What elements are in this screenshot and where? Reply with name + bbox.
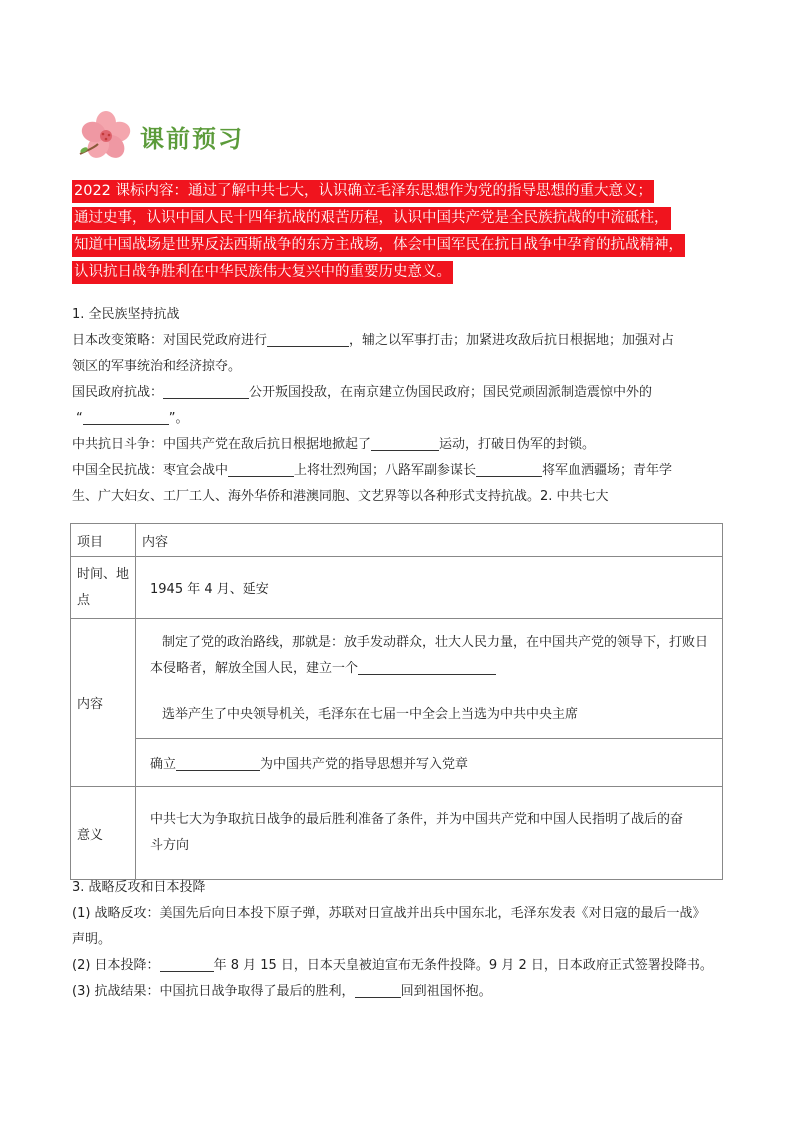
text: 上将壮烈殉国；八路军副参谋长	[294, 463, 477, 478]
text: 确立	[150, 757, 177, 772]
text: 为中国共产党的指导思想并写入党章	[260, 757, 469, 772]
section-header	[76, 110, 244, 162]
fill-blank[interactable]	[176, 754, 260, 771]
section3-p2	[72, 953, 732, 979]
text: 中共抗日斗争：中国共产党在敌后抗日根据地掀起了	[72, 437, 372, 452]
text: 回到祖国怀抱。	[400, 984, 492, 999]
text: 运动，打破日伪军的封锁。	[439, 437, 596, 452]
plum-blossom-icon	[76, 110, 134, 162]
fill-blank[interactable]	[358, 658, 496, 675]
text: 日本改变策略：对国民党政府进行	[72, 333, 268, 348]
text: 中国全民抗战：枣宜会战中	[72, 463, 229, 478]
text: 斗方向	[150, 838, 190, 853]
table-header-item: 项目	[71, 524, 136, 557]
kmt-line	[72, 380, 732, 406]
text: (2) 日本投降：	[72, 958, 160, 973]
fill-blank[interactable]	[371, 434, 439, 451]
ccp-line	[72, 432, 732, 458]
text: 时间、地	[77, 566, 130, 582]
all-nation-line-2: 生、广大妇女、工厂工人、海外华侨和港澳同胞、文艺界等以各种形式支持抗战。2. 中共七大	[72, 489, 609, 504]
section3-p1-cont: 声明。	[72, 932, 112, 947]
text: 将军血洒疆场；青年学	[542, 463, 673, 478]
section3-title: 3. 战略反攻和日本投降	[72, 880, 206, 895]
meaning-label: 意义	[71, 787, 136, 880]
text: “	[76, 411, 83, 426]
standards-line: 认识抗日战争胜利在中华民族伟大复兴中的重要历史意义。	[72, 261, 453, 284]
japan-strategy-line-2: 领区的军事统治和经济掠夺。	[72, 359, 242, 374]
kmt-line-2	[72, 406, 732, 432]
text: 选举产生了中央领导机关，毛泽东在七届一中全会上当选为中共中央主席	[162, 706, 579, 722]
text: 本侵略者，解放全国人民，建立一个	[150, 660, 359, 676]
text: ，辅之以军事打击；加紧进攻敌后抗日根据地；加强对占	[349, 333, 675, 348]
text: 中共七大为争取抗日战争的最后胜利准备了条件，并为中国共产党和中国人民指明了战后的奋	[150, 812, 684, 827]
text: 国民政府抗战：	[72, 385, 164, 400]
fill-blank[interactable]	[83, 408, 169, 425]
standards-line: 通过史事，认识中国人民十四年抗战的艰苦历程，认识中国共产党是全民族抗战的中流砥柱，	[72, 207, 671, 230]
text: 1945 年 4 月、延安	[150, 582, 269, 597]
text: 制定了党的政治路线，那就是：放手发动群众，壮大人民力量，在中国共产党的领导下，打败日	[162, 634, 709, 650]
text: 公开叛国投敌，在南京建立伪国民政府；国民党顽固派制造震惊中外的	[249, 385, 653, 400]
text: 点	[77, 592, 91, 608]
standards-line: 2022 课标内容：通过了解中共七大，认识确立毛泽东思想作为党的指导思想的重大意义；	[72, 180, 654, 203]
curriculum-standards	[72, 180, 732, 288]
content-cell	[136, 619, 723, 739]
time-place-value	[136, 557, 723, 619]
section3-p3	[72, 979, 732, 1005]
fill-blank[interactable]	[163, 382, 249, 399]
text: 年 8 月 15 日，日本天皇被迫宣布无条件投降。9 月 2 日，日本政府正式签署投降书。	[213, 958, 713, 973]
fill-blank[interactable]	[267, 330, 349, 347]
fill-blank[interactable]	[476, 460, 542, 477]
ccp-seventh-congress-table	[70, 523, 723, 880]
meaning-cell	[136, 787, 723, 880]
time-place-label	[71, 557, 136, 619]
content-cell-2	[136, 739, 723, 787]
section3-p1: (1) 战略反攻：美国先后向日本投下原子弹，苏联对日宣战并出兵中国东北，毛泽东发表《对日寇的最后一战》	[72, 906, 706, 921]
standards-line: 知道中国战场是世界反法西斯战争的东方主战场，体会中国军民在抗日战争中孕育的抗战精神，	[72, 234, 685, 257]
section1-title: 1. 全民族坚持抗战	[72, 307, 180, 322]
japan-strategy-line	[72, 328, 732, 354]
section3	[72, 875, 732, 1005]
text: (3) 抗战结果：中国抗日战争取得了最后的胜利，	[72, 984, 355, 999]
fill-blank[interactable]	[160, 955, 214, 972]
all-nation-line	[72, 458, 732, 484]
header-title: 课前预习	[140, 124, 244, 153]
content-label: 内容	[71, 619, 136, 787]
fill-blank[interactable]	[355, 981, 401, 998]
section1	[72, 302, 732, 510]
table-header-content: 内容	[136, 524, 723, 557]
text: ”。	[168, 411, 189, 426]
fill-blank[interactable]	[228, 460, 294, 477]
